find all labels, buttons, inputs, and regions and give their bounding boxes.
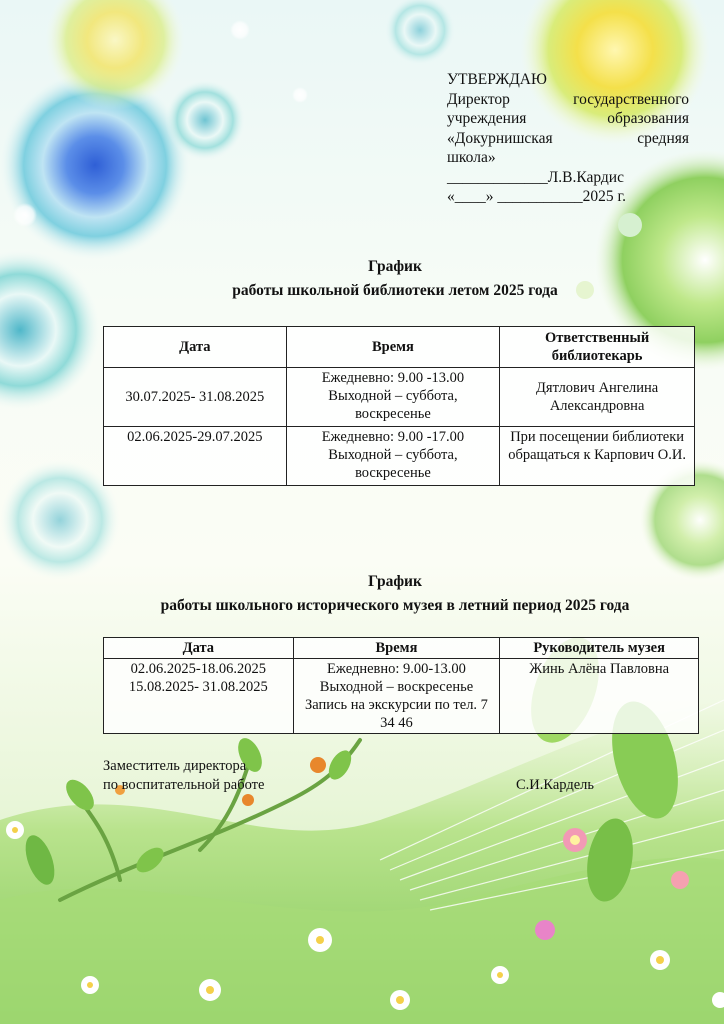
cell-responsible: Дятлович Ангелина Александровна <box>500 368 695 427</box>
column-header-museum-head: Руководитель музея <box>500 638 699 659</box>
museum-heading-title: График <box>368 573 422 590</box>
museum-heading <box>60 570 724 618</box>
table-row <box>104 659 699 734</box>
cell-time <box>293 659 500 734</box>
cell-date: 30.07.2025- 31.08.2025 <box>104 368 287 427</box>
column-header-time: Время <box>293 638 500 659</box>
time-line: Ежедневно: 9.00 -17.00 <box>321 429 465 445</box>
approval-line: учреждения образования <box>447 110 689 127</box>
approval-block <box>447 70 689 207</box>
approval-line: Директор государственного <box>447 90 689 108</box>
date-line: 02.06.2025-18.06.2025 <box>130 661 266 677</box>
cell-museum-head: Жинь Алёна Павловна <box>500 659 699 734</box>
table-row <box>104 368 695 427</box>
library-heading-subtitle: работы школьной библиотеки летом 2025 года <box>232 282 558 299</box>
library-heading-title: График <box>368 258 422 275</box>
cell-time <box>286 427 500 486</box>
museum-schedule-table <box>103 637 699 734</box>
approval-sign-line: _____________Л.В.Кардис <box>447 168 624 186</box>
signature-position-line: Заместитель директора <box>103 758 247 774</box>
approval-line: школа» <box>447 149 496 166</box>
time-line: Выходной – суббота, воскресенье <box>328 447 458 481</box>
cell-date: 02.06.2025-29.07.2025 <box>104 427 287 486</box>
time-line: Ежедневно: 9.00 -13.00 <box>321 370 465 386</box>
column-header-date: Дата <box>104 638 294 659</box>
library-schedule-table <box>103 326 695 486</box>
time-line: Выходной – суббота, воскресенье <box>328 388 458 422</box>
approval-line: «Докурнишская средняя <box>447 129 689 147</box>
cell-time <box>286 368 500 427</box>
time-line: Запись на экскурсии по тел. 7 34 46 <box>305 697 488 731</box>
column-header-date: Дата <box>104 327 287 368</box>
column-header-time: Время <box>286 327 500 368</box>
table-row <box>104 427 695 486</box>
signature-position-line: по воспитательной работе <box>103 777 265 793</box>
signature-name: С.И.Кардель <box>516 777 595 793</box>
cell-responsible: При посещении библиотеки обращаться к Карпович О.И. <box>500 427 695 486</box>
date-line: 15.08.2025- 31.08.2025 <box>128 679 268 695</box>
time-line: Выходной – воскресенье <box>319 679 474 695</box>
museum-heading-subtitle: работы школьного исторического музея в летний период 2025 года <box>160 597 630 614</box>
table-header-row <box>104 638 699 659</box>
time-line: Ежедневно: 9.00-13.00 <box>327 661 466 677</box>
cell-dates <box>104 659 294 734</box>
library-heading <box>60 255 724 303</box>
approval-date-line: «____» ___________2025 г. <box>447 188 626 205</box>
column-header-responsible: Ответственный библиотекарь <box>500 327 695 368</box>
table-header-row <box>104 327 695 368</box>
approval-title: УТВЕРЖДАЮ <box>447 71 547 88</box>
signature-block <box>103 757 623 795</box>
